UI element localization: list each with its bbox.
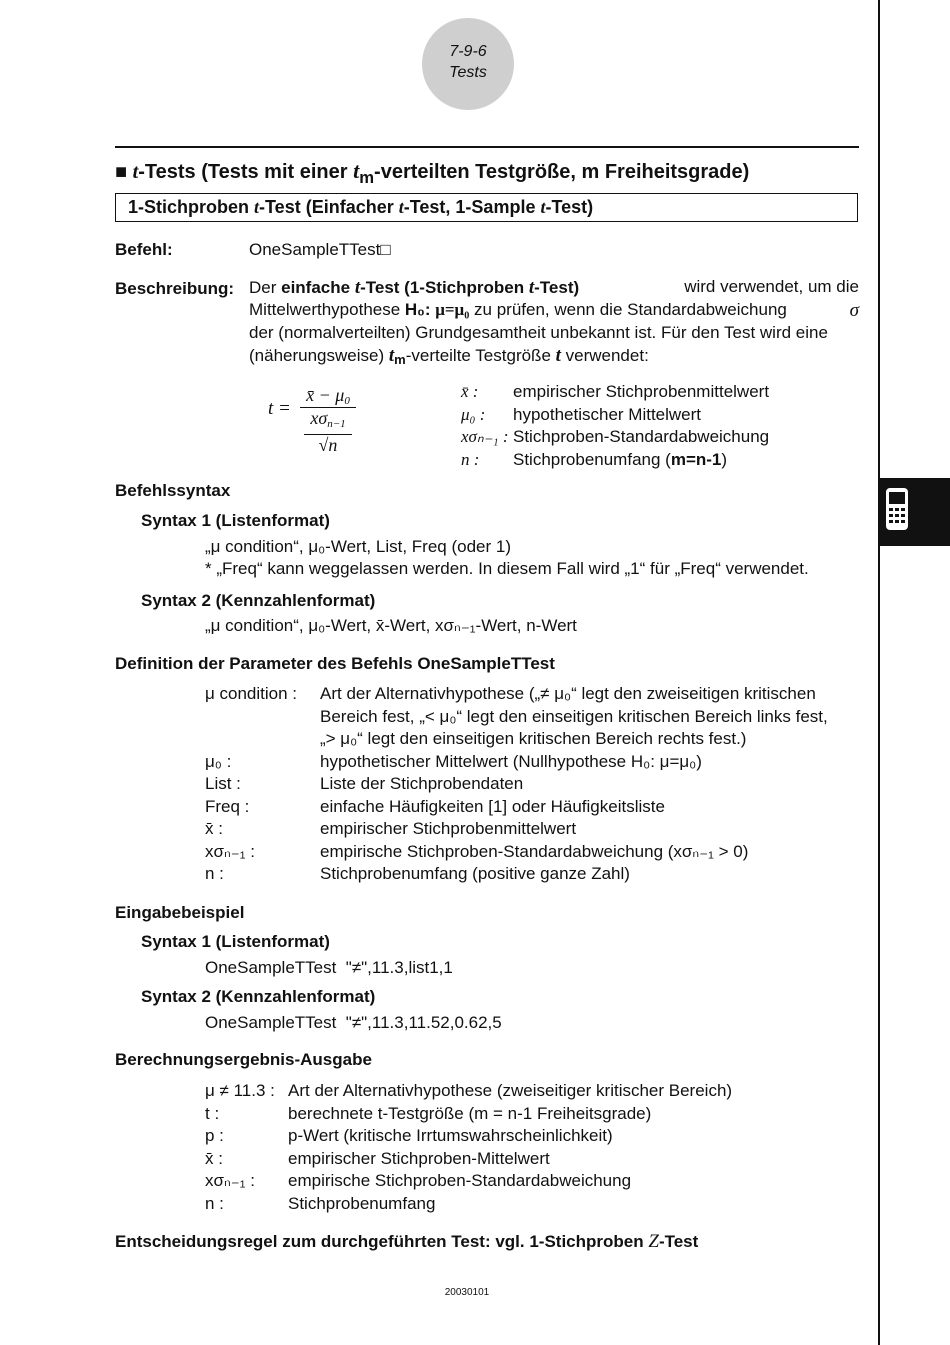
output-row: x̄ : empirischer Stichproben-Mittelwert — [205, 1148, 550, 1168]
example-heading: Eingabebeispiel — [115, 903, 245, 922]
output-row: t : berechnete t-Testgröße (m = n-1 Freiheitsgrade) — [205, 1103, 652, 1123]
definition-list — [205, 683, 828, 886]
definition-row: Freq : einfache Häufigkeiten [1] oder Häufigkeitsliste — [205, 796, 665, 816]
subsection-title: 1-Stichproben t-Test (Einfacher t-Test, 1-Sample t-Test) — [128, 197, 594, 217]
definition-heading: Definition der Parameter des Befehls OneSampleTTest — [115, 654, 555, 673]
decision-rule: Entscheidungsregel zum durchgeführten Test: vgl. 1-Stichproben Z-Test — [115, 1231, 699, 1252]
footer-code: 20030101 — [444, 1287, 490, 1298]
beschreibung-label: Beschreibung: — [115, 279, 235, 298]
syntax-1-line-1: „μ condition“, μ₀-Wert, List, Freq (oder 1) — [205, 537, 511, 556]
output-row: μ ≠ 11.3 : Art der Alternativhypothese (zweiseitiger kritischer Bereich) — [205, 1081, 733, 1100]
beschreibung-line-3: der (normalverteilten) Grundgesamtheit unbekannt ist. Für den Test wird eine — [249, 323, 828, 342]
beschreibung-line-4: (näherungsweise) $t_m$-verteilte Testgröße t verwendet: — [249, 345, 649, 367]
formula-den-top: $x\sigma_{n-1}$ — [304, 408, 352, 435]
beschreibung-line-1: Der einfache t-Test (1-Stichproben t-Test) wird verwendet, um die — [249, 277, 859, 298]
formula-legend: x̄ : empirischer Stichprobenmittelwert μ₀ : hypothetischer Mittelwert xσₙ₋₁ : Stichproben-Standardabweichung n : Stichprobenumfang (m=n-1) — [461, 382, 770, 469]
befehl-label: Befehl: — [115, 240, 173, 259]
output-heading: Berechnungsergebnis-Ausgabe — [115, 1050, 372, 1069]
syntax-1-line-2: * „Freq“ kann weggelassen werden. In diesem Fall wird „1“ für „Freq“ verwendet. — [205, 559, 809, 578]
example-syntax-2-title: Syntax 2 (Kennzahlenformat) — [141, 987, 376, 1006]
definition-row: xσₙ₋₁ : empirische Stichproben-Standardabweichung (xσₙ₋₁ > 0) — [205, 841, 749, 861]
calculator-icon — [880, 478, 950, 546]
output-row: xσₙ₋₁ : empirische Stichproben-Standardabweichung — [205, 1171, 632, 1190]
definition-row: μ₀ : hypothetischer Mittelwert (Nullhypothese H₀: μ=μ₀) — [205, 751, 702, 771]
formula-lhs: t = — [268, 398, 291, 419]
chapter-tab — [880, 478, 950, 546]
badge-number: 7-9-6 — [449, 43, 487, 60]
definition-row: n : Stichprobenumfang (positive ganze Zahl) — [205, 864, 630, 883]
formula-numerator: x̄ − $\mu_0$ — [300, 385, 356, 408]
definition-row: x̄ : empirischer Stichprobenmittelwert — [205, 819, 577, 838]
section-title: ■ t-Tests (Tests mit einer $t_m$-verteilten Testgröße, m Freiheitsgrade) — [115, 158, 750, 187]
output-row: p : p-Wert (kritische Irrtumswahrscheinlichkeit) — [205, 1126, 613, 1145]
example-syntax-1-code: OneSampleTTest "≠",11.3,list1,1 — [205, 958, 453, 977]
syntax-2-title: Syntax 2 (Kennzahlenformat) — [141, 591, 376, 610]
header-rule — [115, 146, 859, 148]
definition-row: μ condition : Art der Alternativhypothese („≠ μ₀“ legt den zweiseitigen kritischen Bereich fest, „< μ₀“ legt den einseitigen kritischen Bereich links fest, „> μ₀“ legt den einseitigen kritischen Bereich rechts fest.) — [205, 684, 828, 748]
formula-fraction — [300, 385, 356, 455]
syntax-heading: Befehlssyntax — [115, 481, 231, 500]
beschreibung-line-2: Mittelwerthypothese H₀: μ=μ₀ zu prüfen, wenn die Standardabweichung σ — [249, 300, 859, 321]
syntax-1-title: Syntax 1 (Listenformat) — [141, 511, 330, 530]
example-syntax-2-code: OneSampleTTest "≠",11.3,11.52,0.62,5 — [205, 1013, 502, 1032]
befehl-value: OneSampleTTest□ — [249, 240, 391, 259]
example-syntax-1-title: Syntax 1 (Listenformat) — [141, 932, 330, 951]
right-margin-rule — [878, 0, 880, 1345]
output-row: n : Stichprobenumfang — [205, 1193, 436, 1213]
formula-den-bottom: √n — [318, 435, 338, 455]
page-number-badge — [422, 18, 514, 110]
definition-row: List : Liste der Stichprobendaten — [205, 774, 524, 793]
output-list — [205, 1080, 732, 1215]
syntax-2-line-1: „μ condition“, μ₀-Wert, x̄-Wert, xσₙ₋₁-Wert, n-Wert — [205, 616, 577, 635]
badge-title: Tests — [449, 64, 487, 81]
